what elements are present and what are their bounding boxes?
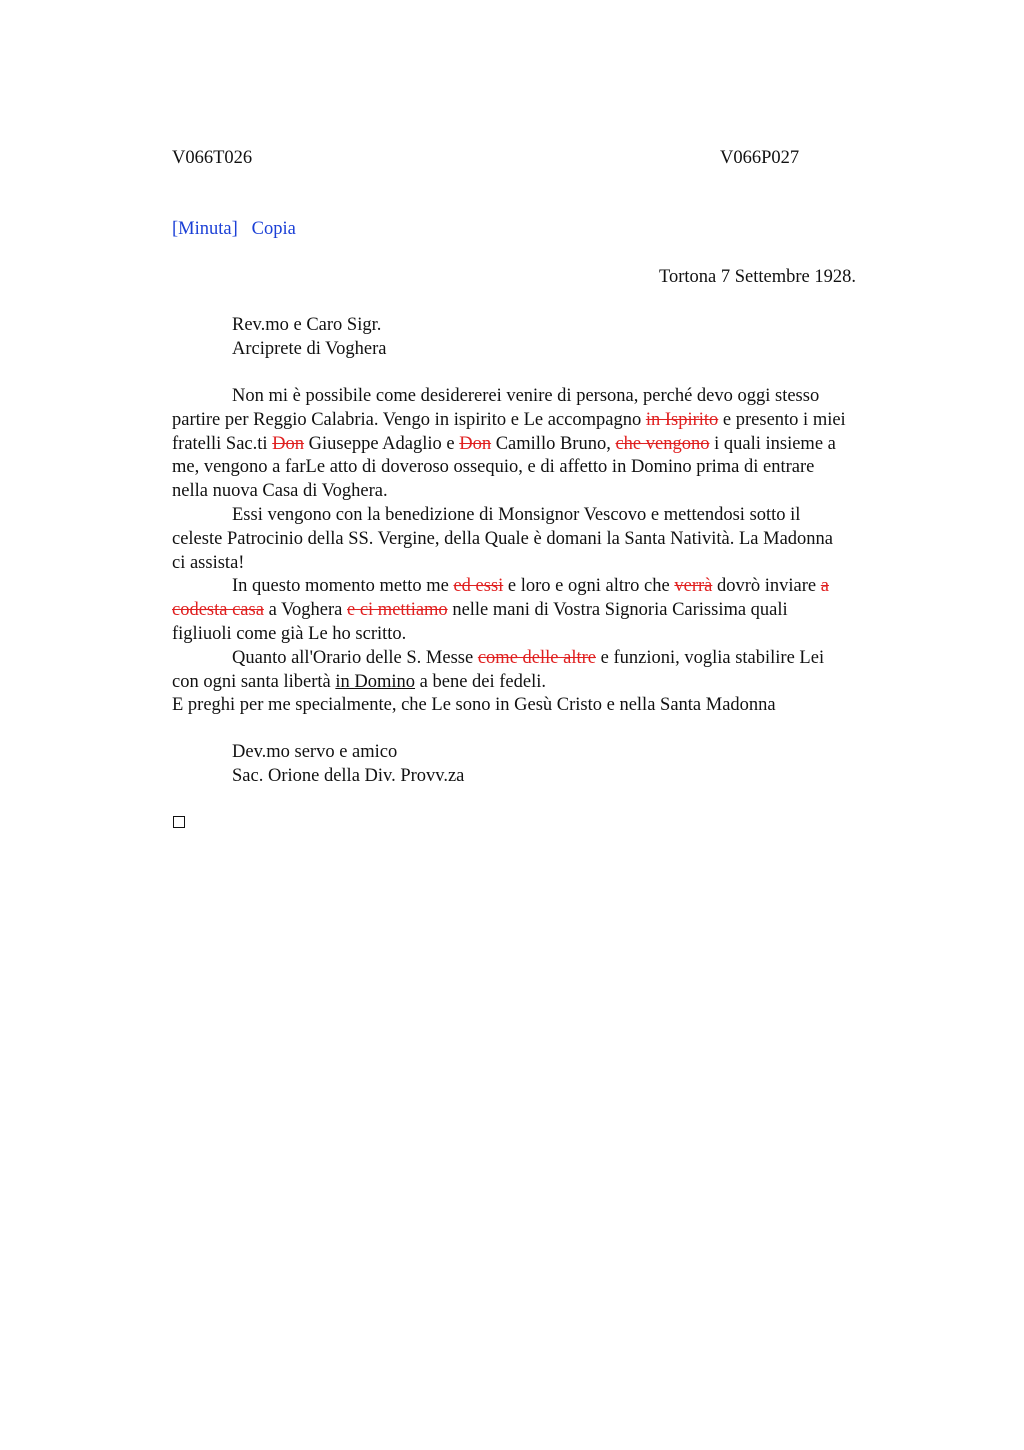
document-code-right: V066P027 bbox=[720, 148, 800, 168]
body-line: Non mi è possibile come desidererei venire di persona, perché devo oggi stesso bbox=[232, 386, 820, 406]
struck-text: codesta casa bbox=[172, 600, 264, 621]
minuta-copia-label bbox=[172, 217, 296, 241]
body-line: nella nuova Casa di Voghera. bbox=[172, 481, 388, 502]
body-line: celeste Patrocinio della SS. Vergine, della Quale è domani la Santa Natività. La Madonna bbox=[172, 528, 834, 549]
underlined-text: in Domino bbox=[335, 671, 416, 692]
body-line: ci assista! bbox=[172, 552, 245, 573]
body-line: E preghi per me specialmente, che Le sono in Gesù Cristo e nella Santa Madonna bbox=[172, 695, 776, 716]
struck-text: ed essi bbox=[453, 576, 504, 597]
document-code-left: V066T026 bbox=[172, 148, 253, 168]
checkbox-square-icon bbox=[173, 816, 185, 828]
letter-date: Tortona 7 Settembre 1928. bbox=[659, 267, 857, 287]
struck-text: a bbox=[820, 576, 829, 597]
struck-text: che vengono bbox=[615, 433, 710, 454]
struck-text: verrà bbox=[674, 576, 713, 597]
copia-label: Copia bbox=[251, 219, 296, 239]
body-line: me, vengono a farLe atto di doveroso ossequio, e di affetto in Domino prima di entrare bbox=[172, 457, 815, 478]
body-line: Essi vengono con la benedizione di Monsignor Vescovo e mettendosi sotto il bbox=[232, 504, 801, 525]
struck-text: in Ispirito bbox=[645, 409, 719, 430]
body-line: codesta casa a Voghera e ci mettiamo nelle mani di Vostra Signoria Carissima quali bbox=[172, 600, 788, 621]
body-line: fratelli Sac.ti Don Giuseppe Adaglio e Don Camillo Bruno, che vengono i quali insieme a bbox=[172, 433, 836, 454]
body-line: Quanto all'Orario delle S. Messe come delle altre e funzioni, voglia stabilire Lei bbox=[232, 647, 825, 668]
struck-text: e ci mettiamo bbox=[347, 600, 448, 621]
struck-text: Don bbox=[459, 433, 492, 454]
body-line: partire per Reggio Calabria. Vengo in ispirito e Le accompagno in Ispirito e presento i miei bbox=[172, 409, 846, 430]
body-line: figliuoli come già Le ho scritto. bbox=[172, 623, 407, 644]
body-line: con ogni santa libertà in Domino a bene dei fedeli. bbox=[172, 671, 547, 692]
struck-text: Don bbox=[272, 433, 305, 454]
minuta-label: [Minuta] bbox=[172, 219, 238, 239]
closing-signature: Sac. Orione della Div. Provv.za bbox=[232, 766, 465, 786]
closing-line-1: Dev.mo servo e amico bbox=[232, 742, 398, 762]
body-line: In questo momento metto me ed essi e loro e ogni altro che verrà dovrò inviare a bbox=[232, 576, 829, 597]
salutation-line-2: Arciprete di Voghera bbox=[232, 339, 387, 359]
letter-body bbox=[172, 385, 932, 718]
struck-text: come delle altre bbox=[477, 647, 596, 668]
salutation-line-1: Rev.mo e Caro Sigr. bbox=[232, 315, 382, 335]
